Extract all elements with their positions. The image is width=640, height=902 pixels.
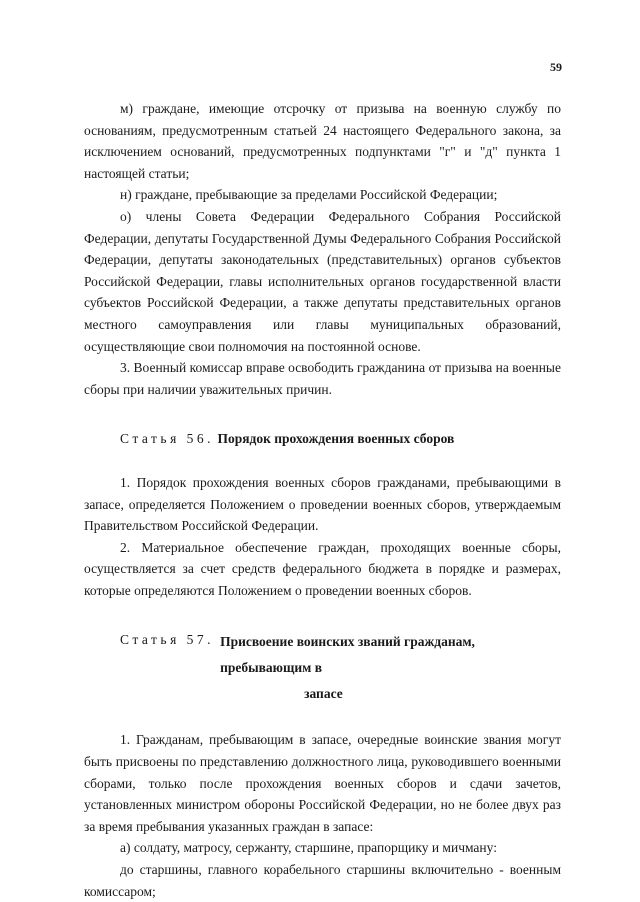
article-57-paragraph-a: а) солдату, матросу, сержанту, старшине, прапорщику и мичману: — [120, 840, 497, 856]
paragraph-o: о) члены Совета Федерации Федерального Собрания Российской Федерации, депутаты Государственной Думы Федерального Собрания Российской Федерации, депутаты законодательных (представительных) органов субъектов Российской Федерации, главы исполнительных органов государственной власти субъектов Российской Федерации, а также депутаты представительных органов местного самоуправления или главы муниципальных образований, осуществляющие свои полномочия на постоянной основе. — [84, 208, 561, 354]
paragraph-m: м) граждане, имеющие отсрочку от призыва на военную службу по основаниям, предусмотренным статьей 24 настоящего Федерального закона, за исключением оснований, предусмотренных подпунктами "г" и "д" пункта 1 настоящей статьи; — [84, 101, 561, 181]
article-56-label: Статья 56. — [120, 431, 215, 447]
paragraph-3: 3. Военный комиссар вправе освободить гражданина от призыва на военные сборы при наличии уважительных причин. — [84, 360, 561, 397]
article-57-title — [220, 629, 540, 707]
article-56-title: Порядок прохождения военных сборов — [217, 431, 455, 447]
article-57-paragraph-1: 1. Гражданам, пребывающим в запасе, очередные воинские звания могут быть присвоены по представлению должностного лица, руководившего военными сборами, только после прохождения военных сборов и сдачи зачетов, установленных министром обороны Российской Федерации, но не более двух раз за время пребывания указанных граждан в запасе: — [84, 732, 561, 834]
page-number: 59 — [550, 60, 562, 74]
article-56-paragraph-1: 1. Порядок прохождения военных сборов гражданами, пребывающими в запасе, определяется Положением о проведении военных сборов, утверждаемым Правительством Российской Федерации. — [84, 474, 561, 534]
article-57-label: Статья 57. — [120, 632, 215, 648]
article-57-title-line1: Присвоение воинских званий гражданам, пребывающим в — [220, 634, 475, 676]
article-57-title-line2: запасе — [304, 686, 343, 702]
article-57-heading — [84, 629, 561, 707]
article-56-heading — [84, 428, 561, 450]
document-body — [84, 98, 561, 902]
article-56-paragraph-2: 2. Материальное обеспечение граждан, проходящих военные сборы, осуществляется за счет средств федерального бюджета в порядке и размерах, которые определяются Положением о проведении военных сборов. — [84, 539, 561, 598]
paragraph-n: н) граждане, пребывающие за пределами Российской Федерации; — [120, 187, 498, 203]
article-57-paragraph-foreman: до старшины, главного корабельного старшины включительно - военным комиссаром; — [84, 862, 561, 899]
